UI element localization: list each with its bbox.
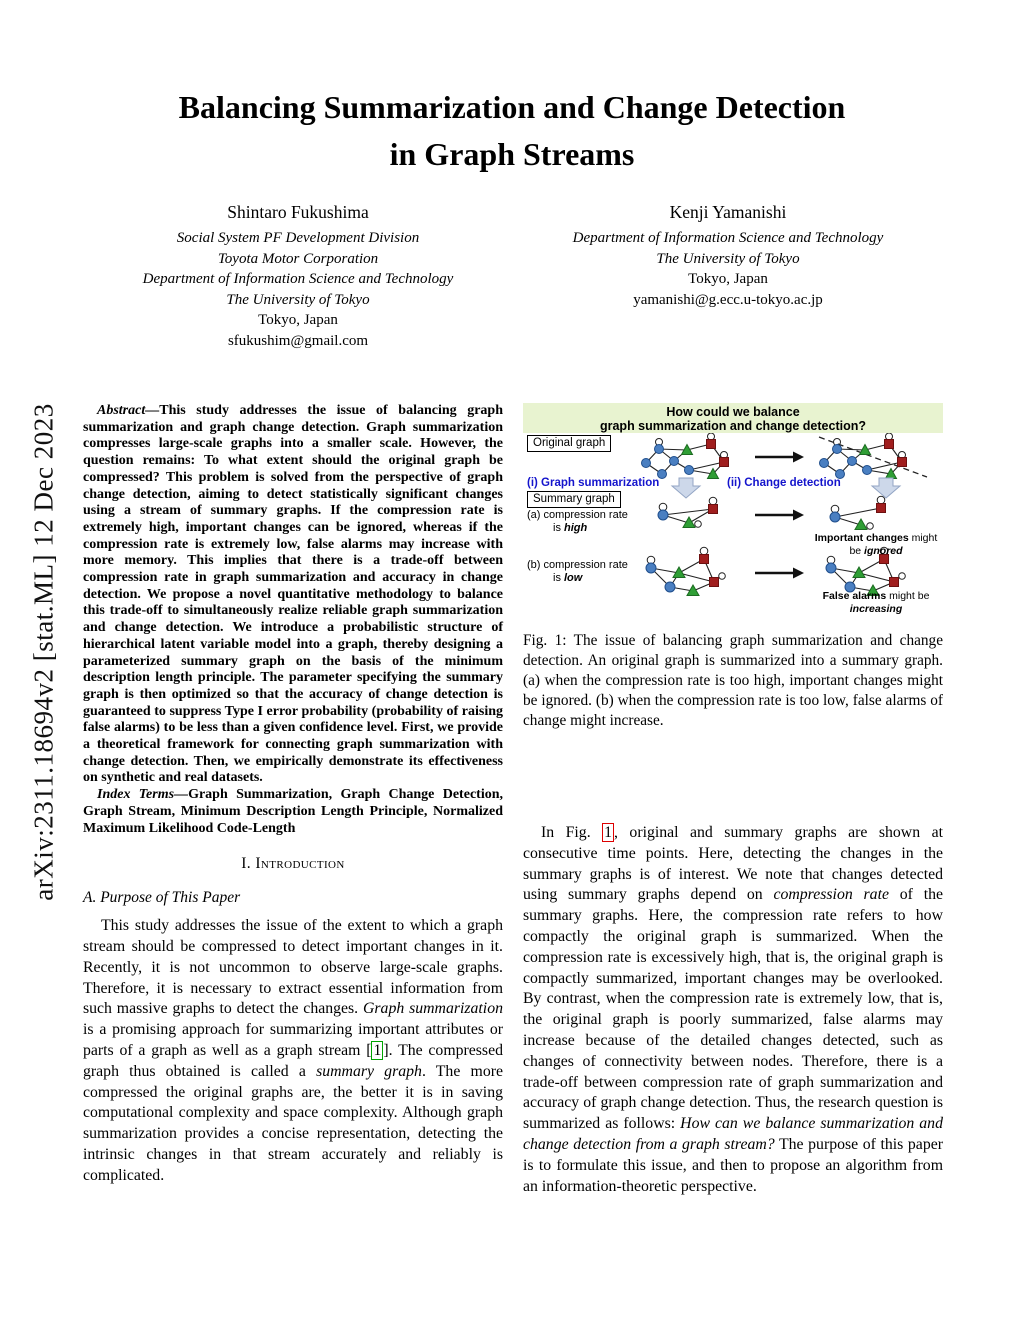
figure-header-line1: How could we balance: [666, 405, 800, 419]
note-b-em: increasing: [849, 602, 903, 615]
note-false-alarms: [811, 590, 941, 615]
citation-ref-1[interactable]: 1: [373, 1042, 382, 1060]
note-b-mid: might be: [886, 590, 930, 602]
note-a-pre: be: [849, 544, 865, 557]
row-b-label: [527, 559, 628, 585]
time-arrow-top: [755, 452, 804, 463]
row-b-line2: [553, 572, 628, 585]
author-location: Tokyo, Japan: [688, 271, 768, 287]
author-affiliation: The University of Tokyo: [226, 291, 370, 308]
row-a-level: high: [564, 522, 588, 534]
step-change-detection-label: (ii) Change detection: [727, 477, 841, 489]
intro-emphasis: Graph summarization: [362, 1000, 503, 1018]
note-important-changes: [811, 532, 941, 557]
abstract-section: [83, 403, 503, 837]
row-b-level: low: [564, 572, 583, 584]
original-graph-label: Original graph: [527, 435, 611, 452]
figure-ref-1[interactable]: 1: [604, 824, 613, 841]
paper-title: [0, 84, 1024, 178]
intro-text: is a promising approach for summarizing important attributes or parts of a graph as well as a graph stream [: [83, 1021, 503, 1060]
author-affiliation: Social System PF Development Division: [176, 230, 420, 246]
author-block-2: [513, 202, 943, 351]
intro-text: . The more compressed the original graphs are, the better it is in saving computational complexity and space complexity. Although graph summarization provides a concise representation, detecting the intrinsic changes in that stream accurately and reliably is complicated.: [83, 1062, 503, 1184]
time-arrow-a: [755, 510, 804, 521]
abstract-label: Abstract—: [97, 403, 160, 418]
author-name: Shintaro Fukushima: [227, 202, 369, 222]
author-name: Kenji Yamanishi: [669, 202, 787, 222]
row-b-is: is: [553, 572, 564, 584]
intro-text: This study addresses the issue of the extent to which a graph stream should be compressed to detect important changes in it. Recently, it is not uncommon to observe large-scale graphs. Therefore, it is necessary to extract essential information from such massive graphs to detect the changes.: [83, 917, 503, 1018]
author-email[interactable]: sfukushim@gmail.com: [227, 332, 369, 349]
author-block-1: [83, 202, 513, 351]
author-affiliation: Department of Information Science and Technology: [572, 230, 884, 246]
figure-header-banner: [523, 403, 943, 433]
step-graph-summarization-label: (i) Graph summarization: [527, 477, 660, 489]
summary-graph-b-t1: [646, 547, 725, 595]
author-affiliation: Department of Information Science and Technology: [142, 271, 454, 287]
author-email[interactable]: yamanishi@g.ecc.u-tokyo.ac.jp: [633, 291, 823, 308]
right-text: The purpose of this paper is to formulate this issue, and then to propose an algorithm from an information-theoretic perspective.: [523, 1135, 943, 1195]
note-a-em: ignored: [864, 544, 903, 557]
original-graph-t2: [820, 433, 907, 479]
intro-paragraph: [83, 916, 503, 1186]
row-a-line2: [553, 522, 628, 535]
left-column: [83, 403, 503, 1197]
right-column: [523, 403, 943, 1197]
right-text: of the summary graphs. Here, the compression rate refers to how compactly the original graph is summarized. When the compression rate is excessively high, that is, the original graph is compactly summarized, important changes may be overlooked. By contrast, when the compression rate is extremely low, that is, the original graph is poorly summarized, false alarms may increase because of the detailed changes detected, such as changes of connectivity between nodes. Therefore, there is a trade-off between compression rate of graph summarization and accuracy of graph change detection. Thus, the research question is summarized as follows:: [523, 886, 943, 1133]
arxiv-watermark: arXiv:2311.18694v2 [stat.ML] 12 Dec 2023: [28, 403, 59, 901]
author-section: [83, 202, 943, 351]
right-emphasis: How can we balance summarization and change detection from a graph stream?: [523, 1115, 943, 1153]
summary-graph-label: Summary graph: [527, 491, 621, 508]
index-terms-label: Index Terms—: [97, 787, 189, 803]
original-graph-t1: [642, 433, 729, 479]
figure-header-line2: graph summarization and change detection?: [599, 419, 866, 433]
figure-caption: Fig. 1: The issue of balancing graph summarization and change detection. An original graph is summarized into a summary graph. (a) when the compression rate is too high, important changes might be ignored. (b) when the compression rate is too low, false alarms of change might increase.: [523, 632, 943, 729]
note-b-bold: False alarms: [822, 590, 887, 602]
abstract-text: This study addresses the issue of balancing graph summarization and graph change detection. Graph summarization compresses large-scale graphs into a smaller scale. However, the question remains: To what extent should the original graph be compressed? This problem is solved from the perspective of graph change detection, aiming to detect statistically significant changes using a stream of summary graphs. If the compression rate is extremely high, important changes can be ignored, whereas if the compression rate is extremely low, false alarms may increase with more memory. This implies that there is a trade-off between compression rate in graph summarization and accuracy in change detection. We propose a novel quantitative methodology to balance this trade-off to simultaneously realize reliable graph summarization and change detection. We introduce a probabilistic structure of hierarchical latent variable model into a graph, thereby designing a parameterized summary graph on the basis of the minimum description length principle. The parameter specifying the summary graph is then optimized so that the accuracy of change detection is guaranteed to suppress Type I error probability (probability of raising false alarms) to be less than a given confidence level. First, we provide a theoretical framework for connecting graph summarization with change detection. Then, we empirically demonstrate its effectiveness on synthetic and real datasets.: [83, 403, 503, 786]
right-text: , original and summary graphs are shown at consecutive time points. Here, detecting the changes in the summary graphs is of interest. We note that changes detected using summary graphs depend on: [523, 824, 943, 904]
row-b-line1: (b) compression rate: [527, 559, 628, 571]
detection-down-arrow: [872, 478, 900, 498]
abstract-paragraph: [83, 403, 503, 787]
row-a-line1: (a) compression rate: [527, 509, 628, 521]
author-affiliation: The University of Tokyo: [656, 250, 800, 267]
intro-emphasis: summary graph: [316, 1062, 422, 1080]
right-paragraph: [523, 823, 943, 1197]
right-emphasis: compression rate: [773, 886, 889, 904]
index-terms-text: Graph Summarization, Graph Change Detection, Graph Stream, Minimum Description Length Principle, Normalized Maximum Likelihood Code-Length: [83, 787, 503, 836]
paper-title-line1: Balancing Summarization and Change Detection: [178, 89, 846, 125]
summarization-down-arrow: [672, 478, 700, 498]
author-location: Tokyo, Japan: [258, 312, 338, 328]
summary-graph-a-t1: [658, 497, 718, 527]
author-affiliation: Toyota Motor Corporation: [217, 250, 379, 267]
two-column-body: [83, 403, 943, 1197]
figure-1: [523, 403, 943, 621]
index-terms-paragraph: [83, 787, 503, 837]
intro-text: ]. The compressed graph thus obtained is called a: [83, 1042, 503, 1080]
time-arrow-b: [755, 568, 804, 579]
paper-title-line2: in Graph Streams: [389, 136, 635, 172]
subsection-heading-purpose: A. Purpose of This Paper: [83, 889, 241, 907]
section-heading-introduction: I. Introduction: [241, 855, 345, 873]
summary-graph-a-t2: [830, 496, 886, 529]
note-a-mid: might: [908, 532, 938, 544]
right-text: In Fig.: [541, 824, 603, 841]
row-a-label: [527, 509, 628, 535]
row-a-is: is: [553, 522, 564, 534]
note-a-bold: Important changes: [814, 532, 909, 544]
